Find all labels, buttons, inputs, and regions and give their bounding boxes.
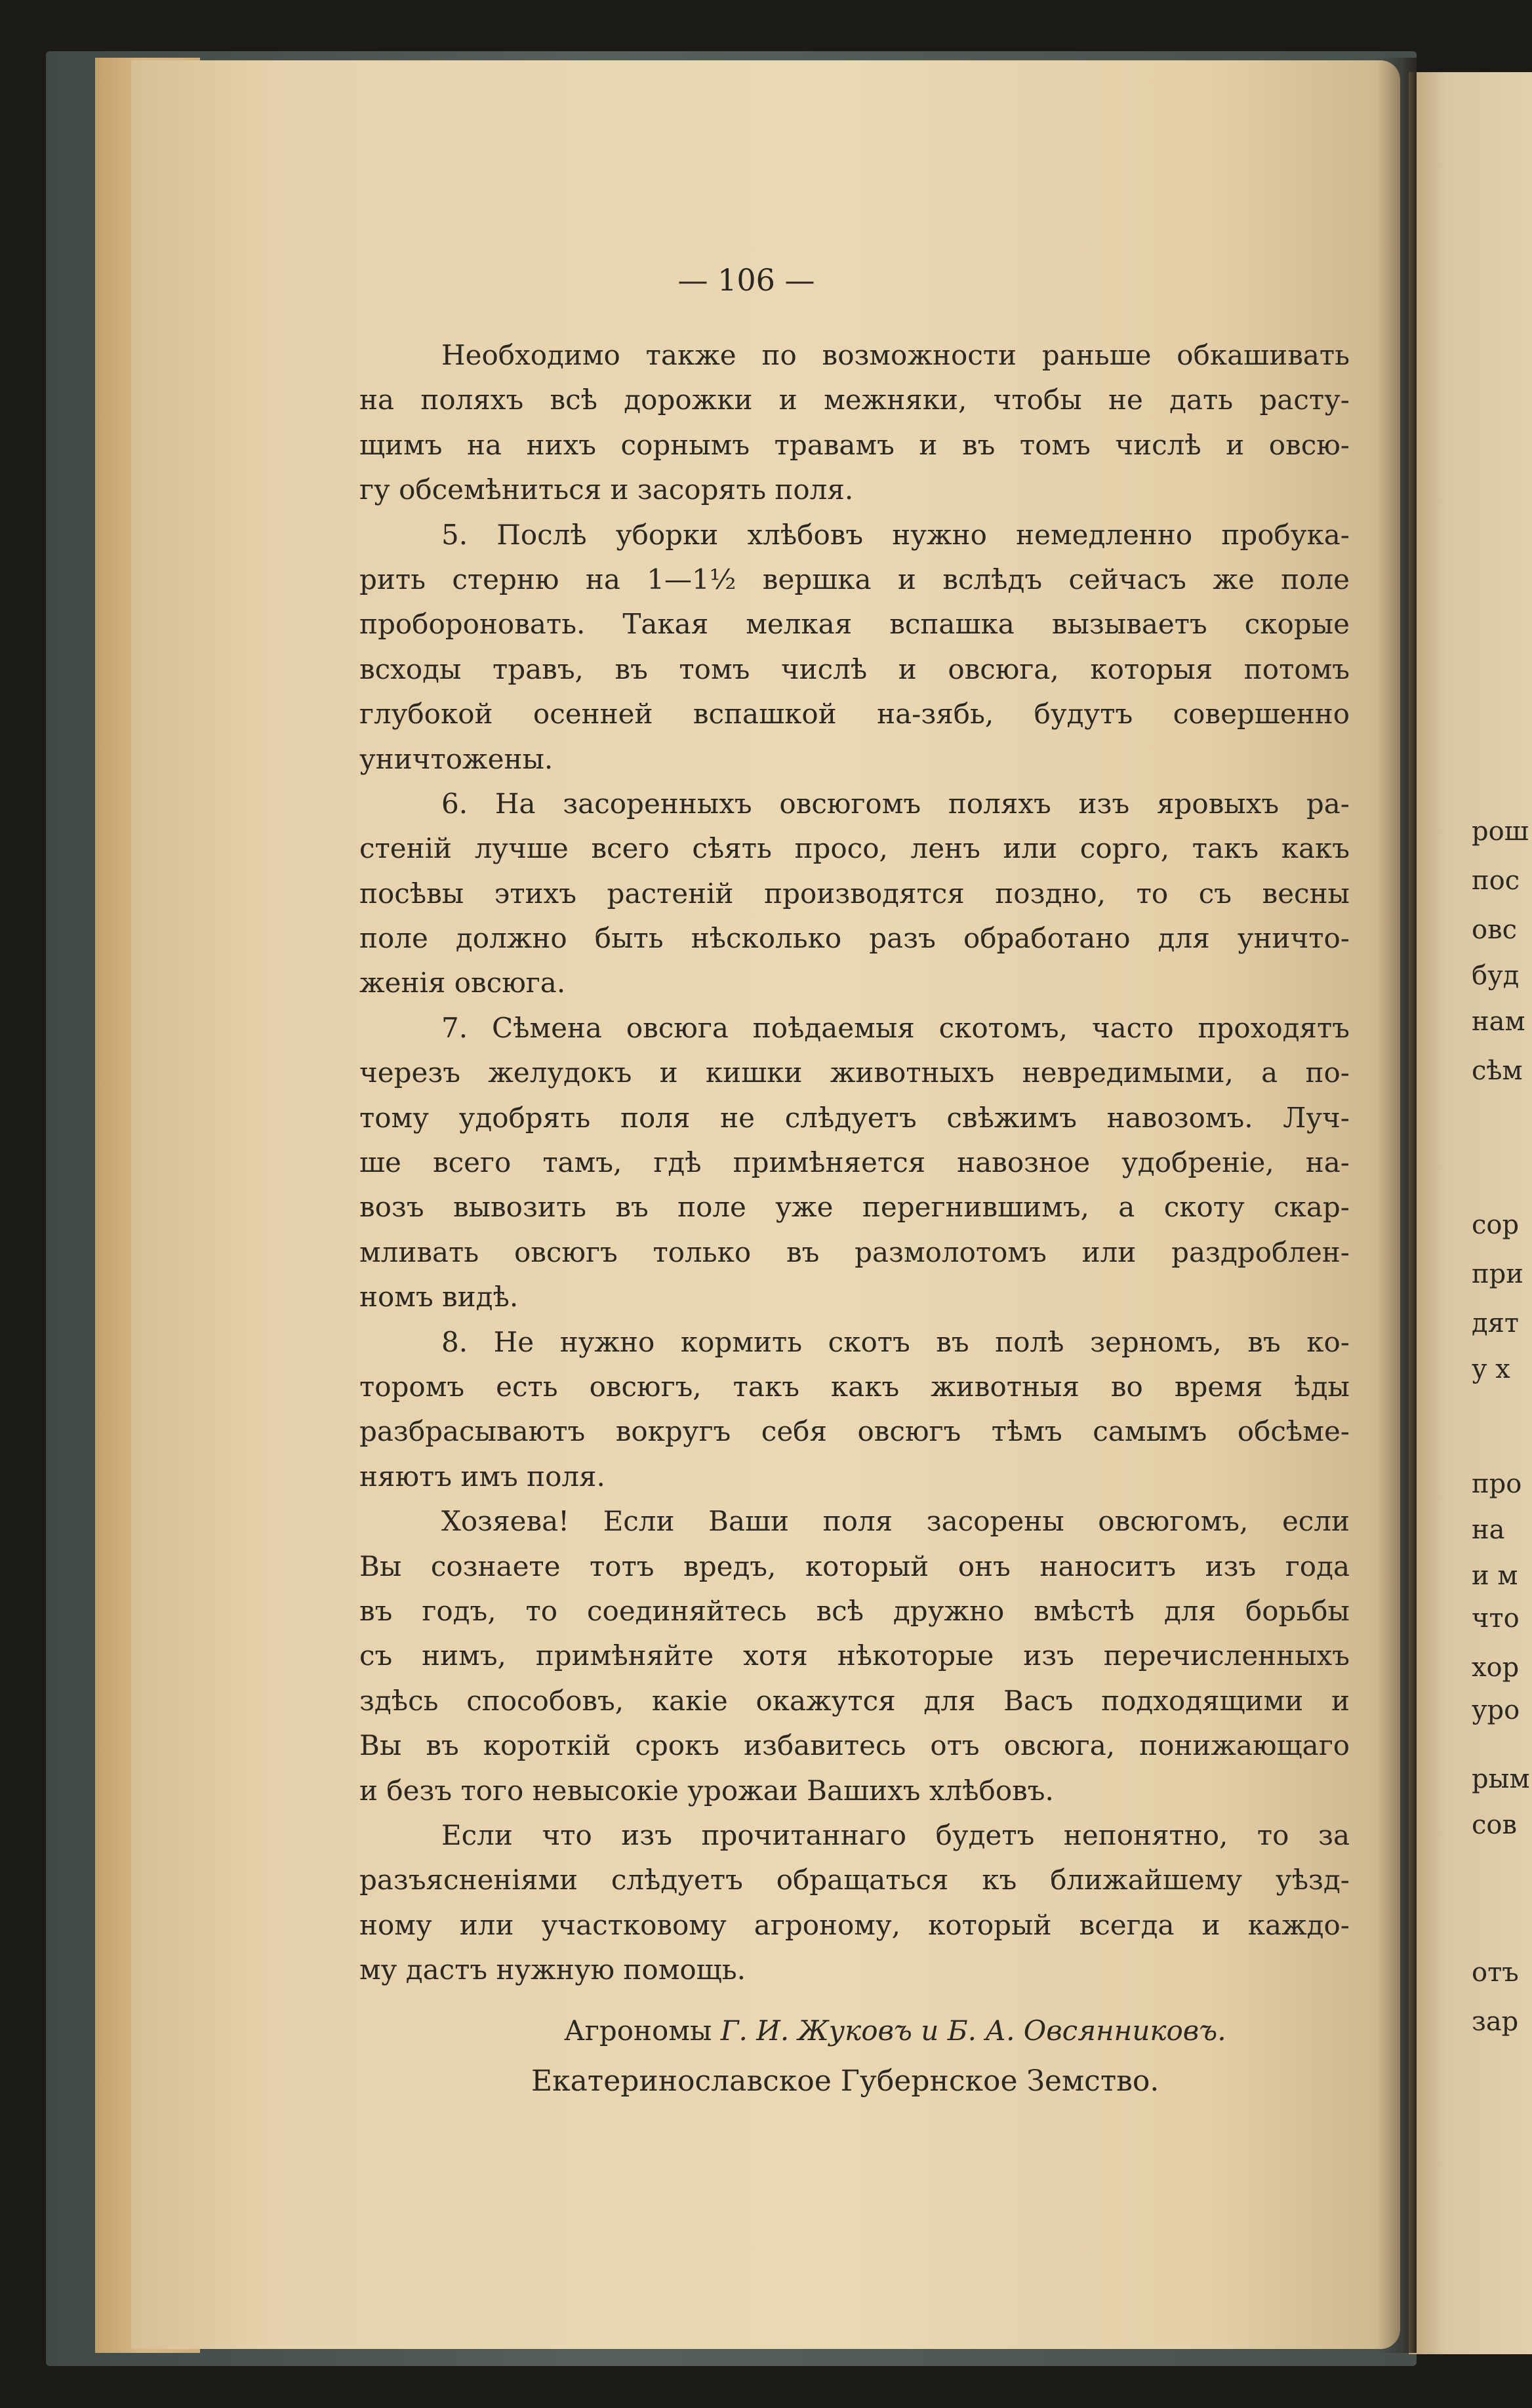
next-page-fragment: дят xyxy=(1472,1308,1519,1338)
book-gutter xyxy=(1377,58,1417,2353)
next-page-fragment: у х xyxy=(1472,1354,1510,1384)
next-page-fragment: хор xyxy=(1472,1653,1520,1683)
text-line: здѣсь способовъ, какіе окажутся для Васъ подходящими и xyxy=(359,1684,1350,1717)
next-page-fragment: и м xyxy=(1472,1561,1518,1591)
text-line: женія овсюга. xyxy=(359,967,566,999)
text-line: поле должно быть нѣсколько разъ обработано для уничто- xyxy=(359,922,1350,955)
next-page-fragment: сѣм xyxy=(1472,1056,1523,1086)
author-2: Б. А. Овсянниковъ. xyxy=(947,2015,1226,2047)
text-line: стеній лучше всего сѣять просо, ленъ или сорго, такъ какъ xyxy=(359,832,1350,865)
text-line: 5. Послѣ уборки хлѣбовъ нужно немедленно пробука- xyxy=(441,518,1350,551)
text-line: глубокой осенней вспашкой на-зябь, будутъ совершенно xyxy=(359,698,1350,731)
text-line: Необходимо также по возможности раньше обкашивать xyxy=(441,339,1350,371)
signature-line xyxy=(564,2015,1325,2047)
paragraph-advice xyxy=(359,1813,1350,1993)
text-line: Вы въ короткій срокъ избавитесь отъ овсюга, понижающаго xyxy=(359,1729,1350,1762)
next-page-fragment: нам xyxy=(1472,1007,1525,1037)
next-page-fragment: что xyxy=(1472,1603,1520,1634)
paragraph-item-5 xyxy=(359,513,1350,782)
text-line: уничтожены. xyxy=(359,742,554,775)
next-page-fragment: рош xyxy=(1472,816,1529,847)
text-line: му дастъ нужную помощь. xyxy=(359,1954,746,1986)
text-line: мливать овсюгъ только въ размолотомъ или раздроблен- xyxy=(359,1235,1350,1268)
paragraph-item-8 xyxy=(359,1320,1350,1500)
text-line: пробороновать. Такая мелкая вспашка вызываетъ скорые xyxy=(359,608,1350,641)
text-line: всходы травъ, въ томъ числѣ и овсюга, которыя потомъ xyxy=(359,652,1350,685)
text-line: въ годъ, то соединяйтесь всѣ дружно вмѣстѣ для борьбы xyxy=(359,1594,1350,1627)
text-line: Если что изъ прочитаннаго будетъ непонятно, то за xyxy=(441,1818,1350,1851)
text-line: и безъ того невысокіе урожаи Вашихъ хлѣбовъ. xyxy=(359,1774,1054,1807)
paragraph-intro xyxy=(359,333,1350,513)
page-text xyxy=(359,333,1350,1992)
text-line: разбрасываютъ вокругъ себя овсюгъ тѣмъ самымъ обсѣме- xyxy=(359,1415,1350,1448)
paragraph-item-7 xyxy=(359,1006,1350,1320)
text-line: тому удобрять поля не слѣдуетъ свѣжимъ навозомъ. Луч- xyxy=(359,1101,1350,1134)
next-page-fragment: отъ xyxy=(1472,1957,1519,1988)
text-line: ше всего тамъ, гдѣ примѣняется навозное удобреніе, на- xyxy=(359,1146,1350,1179)
paragraph-item-6 xyxy=(359,782,1350,1006)
text-line: няютъ имъ поля. xyxy=(359,1460,605,1493)
text-line: Вы сознаете тотъ вредъ, который онъ наноситъ изъ года xyxy=(359,1550,1350,1582)
text-line: гу обсемѣниться и засорять поля. xyxy=(359,473,854,506)
text-line: посѣвы этихъ растеній производятся поздно, то съ весны xyxy=(359,877,1350,910)
text-line: рить стерню на 1—1½ вершка и вслѣдъ сейчасъ же поле xyxy=(359,563,1350,595)
next-page-fragment: сов xyxy=(1472,1810,1518,1840)
text-line: возъ вывозить въ поле уже перегнившимъ, а скоту скар- xyxy=(359,1191,1350,1224)
text-line: 7. Сѣмена овсюга поѣдаемыя скотомъ, часто проходятъ xyxy=(441,1011,1350,1044)
text-line: Хозяева! Если Ваши поля засорены овсюгомъ, если xyxy=(441,1505,1350,1538)
text-line: разъясненіями слѣдуетъ обращаться къ ближайшему уѣзд- xyxy=(359,1864,1350,1896)
next-page-fragment: про xyxy=(1472,1469,1522,1499)
text-line: щимъ на нихъ сорнымъ травамъ и въ томъ числѣ и овсю- xyxy=(359,428,1350,461)
next-page-fragment: рым xyxy=(1472,1764,1530,1794)
text-line: черезъ желудокъ и кишки животныхъ невредимыми, а по- xyxy=(359,1056,1350,1089)
text-line: съ нимъ, примѣняйте хотя нѣкоторые изъ перечисленныхъ xyxy=(359,1639,1350,1672)
next-page-fragment: уро xyxy=(1472,1695,1520,1725)
text-line: номъ видѣ. xyxy=(359,1281,519,1314)
next-page-fragment: на xyxy=(1472,1515,1505,1545)
next-page-fragment: пос xyxy=(1472,866,1520,896)
next-page-fragment: буд xyxy=(1472,961,1520,991)
next-page-fragment: овс xyxy=(1472,915,1518,945)
text-line: 6. На засоренныхъ овсюгомъ поляхъ изъ яровыхъ ра- xyxy=(441,787,1350,820)
organization-name: Екатеринославское Губернское Земство. xyxy=(531,2064,1159,2098)
next-page-fragment: сор xyxy=(1472,1210,1520,1240)
text-line: торомъ есть овсюгъ, такъ какъ животныя во время ѣды xyxy=(359,1370,1350,1403)
text-line: 8. Не нужно кормить скотъ въ полѣ зерномъ, въ ко- xyxy=(441,1325,1350,1358)
next-page-fragment: при xyxy=(1472,1259,1523,1289)
signature-conjunction: и xyxy=(921,2015,939,2047)
author-1: Г. И. Жуковъ xyxy=(720,2015,912,2047)
signature-prefix: Агрономы xyxy=(564,2015,712,2047)
next-page-fragment: зар xyxy=(1472,2007,1519,2037)
text-line: ному или участковому агроному, который всегда и каждо- xyxy=(359,1908,1350,1941)
paragraph-appeal xyxy=(359,1499,1350,1813)
page-number: — 106 — xyxy=(677,262,815,298)
text-line: на поляхъ всѣ дорожки и межняки, чтобы не дать расту- xyxy=(359,384,1350,416)
